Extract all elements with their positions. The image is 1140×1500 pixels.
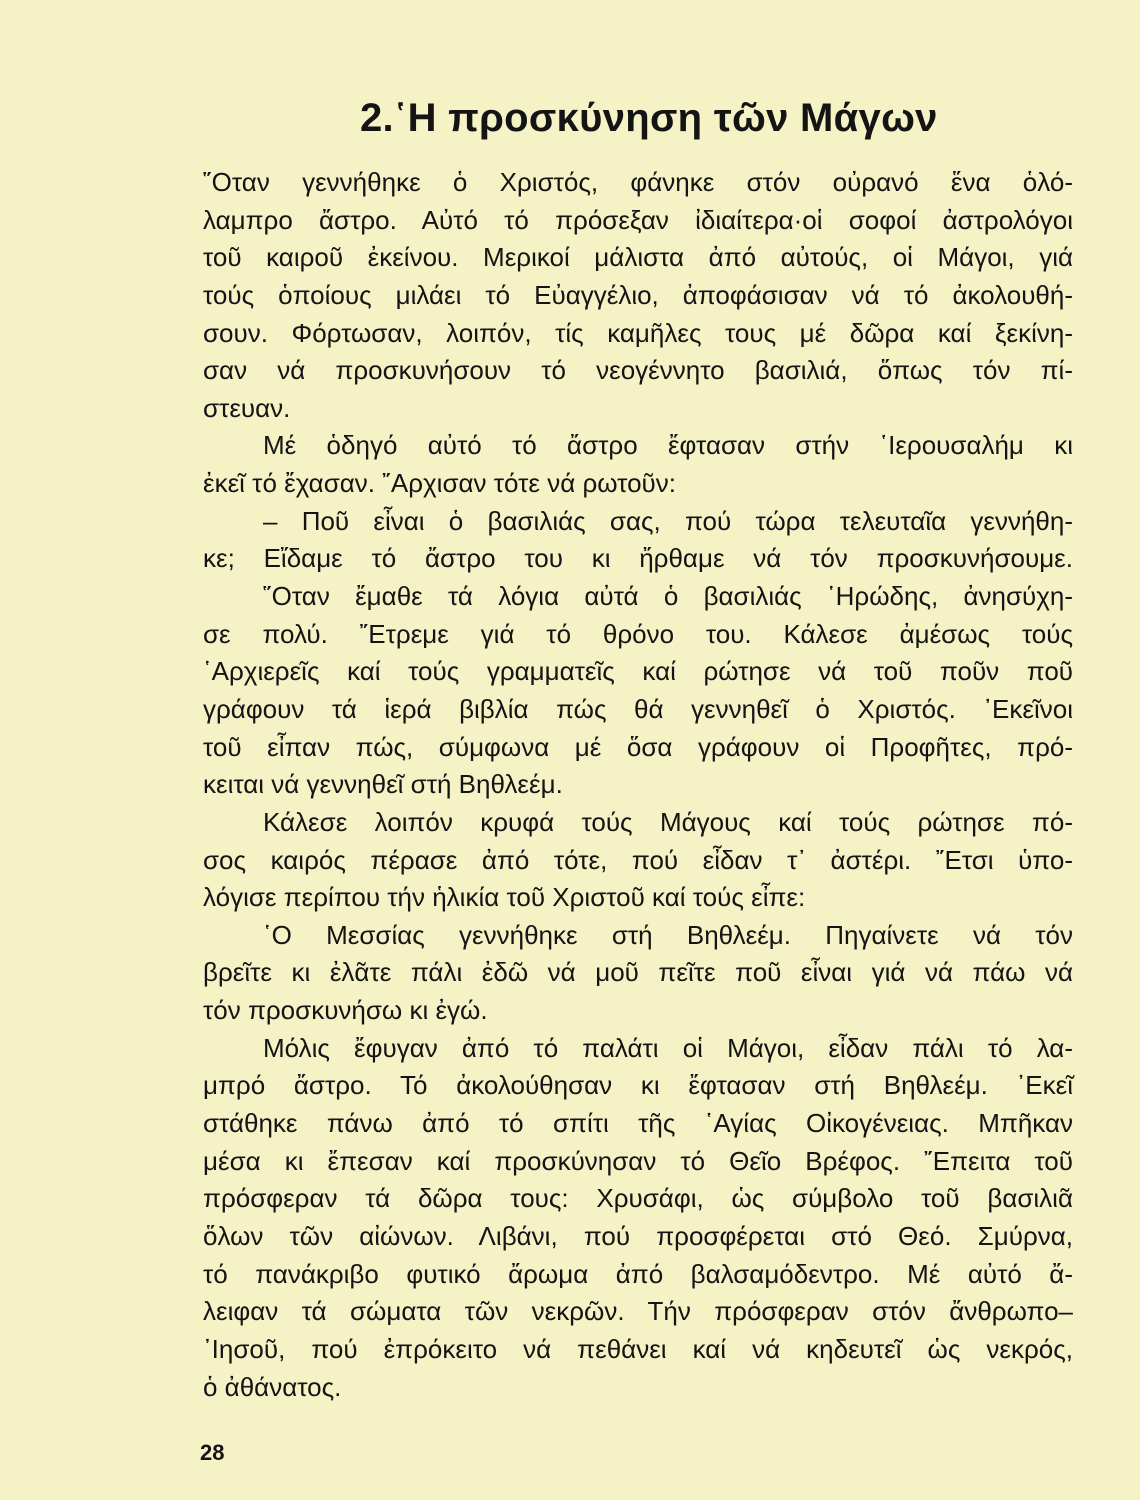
text-line: τόν προσκυνήσω κι ἐγώ.: [203, 995, 488, 1026]
text-line: λαμπρο ἄστρο. Αὐτό τό πρόσεξαν ἰδιαίτερα·οἱ σοφοί ἀστρολόγοι: [203, 204, 1073, 235]
text-line: γράφουν τά ἱερά βιβλία πώς θά γεννηθεῖ ὁ Χριστός. ᾿Εκεῖνοι: [203, 693, 1073, 724]
text-line: ὁ ἀθάνατος.: [203, 1371, 342, 1402]
text-line: ῞Οταν γεννήθηκε ὁ Χριστός, φάνηκε στόν οὐρανό ἕνα ὁλό-: [203, 167, 1073, 197]
text-line: ῞Οταν ἔμαθε τά λόγια αὐτά ὁ βασιλιάς ῾Ηρώδης, ἀνησύχη-: [263, 581, 1073, 612]
text-line: ἐκεῖ τό ἔχασαν. ῎Αρχισαν τότε νά ρωτοῦν:: [203, 468, 676, 499]
text-line: τούς ὁποίους μιλάει τό Εὐαγγέλιο, ἀποφάσισαν νά τό ἀκολουθή-: [203, 279, 1073, 310]
text-line: ῾Ο Μεσσίας γεννήθηκε στή Βηθλεέμ. Πηγαίνετε νά τόν: [263, 919, 1073, 950]
text-line: σος καιρός πέρασε ἀπό τότε, πού εἶδαν τ᾿ ἀστέρι. ῎Ετσι ὑπο-: [203, 844, 1073, 875]
text-line: τοῦ καιροῦ ἐκείνου. Μερικοί μάλιστα ἀπό αὐτούς, οἱ Μάγοι, γιά: [203, 242, 1073, 273]
chapter-title: 2.῾Η προσκύνηση τῶν Μάγων: [360, 96, 938, 140]
text-line: σουν. Φόρτωσαν, λοιπόν, τίς καμῆλες τους μέ δῶρα καί ξεκίνη-: [203, 317, 1073, 348]
text-line: Μέ ὁδηγό αὐτό τό ἄστρο ἔφτασαν στήν ῾Ιερουσαλήμ κι: [263, 430, 1073, 461]
text-line: κειται νά γεννηθεῖ στή Βηθλεέμ.: [203, 769, 563, 800]
text-line: Κάλεσε λοιπόν κρυφά τούς Μάγους καί τούς ρώτησε πό-: [263, 806, 1073, 837]
text-line: – Ποῦ εἶναι ὁ βασιλιάς σας, πού τώρα τελευταῖα γεννήθη-: [263, 505, 1073, 536]
text-line: ῾Αρχιερεῖς καί τούς γραμματεῖς καί ρώτησε νά τοῦ ποῦν ποῦ: [203, 656, 1073, 687]
text-line: στάθηκε πάνω ἀπό τό σπίτι τῆς ῾Αγίας Οἰκογένειας. Μπῆκαν: [203, 1108, 1073, 1139]
text-line: βρεῖτε κι ἐλᾶτε πάλι ἐδῶ νά μοῦ πεῖτε ποῦ εἶναι γιά νά πάω νά: [203, 957, 1073, 988]
text-line: λόγισε περίπου τήν ἡλικία τοῦ Χριστοῦ καί τούς εἶπε:: [203, 882, 806, 913]
text-line: τοῦ εἶπαν πώς, σύμφωνα μέ ὅσα γράφουν οἱ Προφῆτες, πρό-: [203, 731, 1073, 762]
text-line: σε πολύ. ῎Ετρεμε γιά τό θρόνο του. Κάλεσε ἀμέσως τούς: [203, 618, 1073, 649]
text-line: λειφαν τά σώματα τῶν νεκρῶν. Τήν πρόσφεραν στόν ἄνθρωπο–: [203, 1296, 1073, 1327]
text-line: Μόλις ἔφυγαν ἀπό τό παλάτι οἱ Μάγοι, εἶδαν πάλι τό λα-: [263, 1032, 1073, 1063]
text-line: ᾿Ιησοῦ, πού ἐπρόκειτο νά πεθάνει καί νά κηδευτεῖ ὡς νεκρός,: [203, 1333, 1073, 1364]
text-line: μέσα κι ἔπεσαν καί προσκύνησαν τό Θεῖο Βρέφος. ῎Επειτα τοῦ: [203, 1145, 1073, 1176]
page-number: 28: [200, 1440, 225, 1465]
text-line: μπρό ἄστρο. Τό ἀκολούθησαν κι ἔφτασαν στή Βηθλεέμ. ᾿Εκεῖ: [203, 1070, 1073, 1101]
text-line: πρόσφεραν τά δῶρα τους: Χρυσάφι, ὡς σύμβολο τοῦ βασιλιᾶ: [203, 1183, 1073, 1214]
text-line: στευαν.: [203, 392, 291, 423]
text-line: τό πανάκριβο φυτικό ἄρωμα ἀπό βαλσαμόδεντρο. Μέ αὐτό ἄ-: [203, 1258, 1073, 1289]
text-line: σαν νά προσκυνήσουν τό νεογέννητο βασιλιά, ὅπως τόν πί-: [203, 355, 1073, 386]
text-line: κε; Εἴδαμε τό ἄστρο του κι ἤρθαμε νά τόν προσκυνήσουμε.: [203, 543, 1073, 574]
body-text: [203, 164, 1073, 1406]
text-line: ὅλων τῶν αἰώνων. Λιβάνι, πού προσφέρεται στό Θεό. Σμύρνα,: [203, 1220, 1073, 1251]
